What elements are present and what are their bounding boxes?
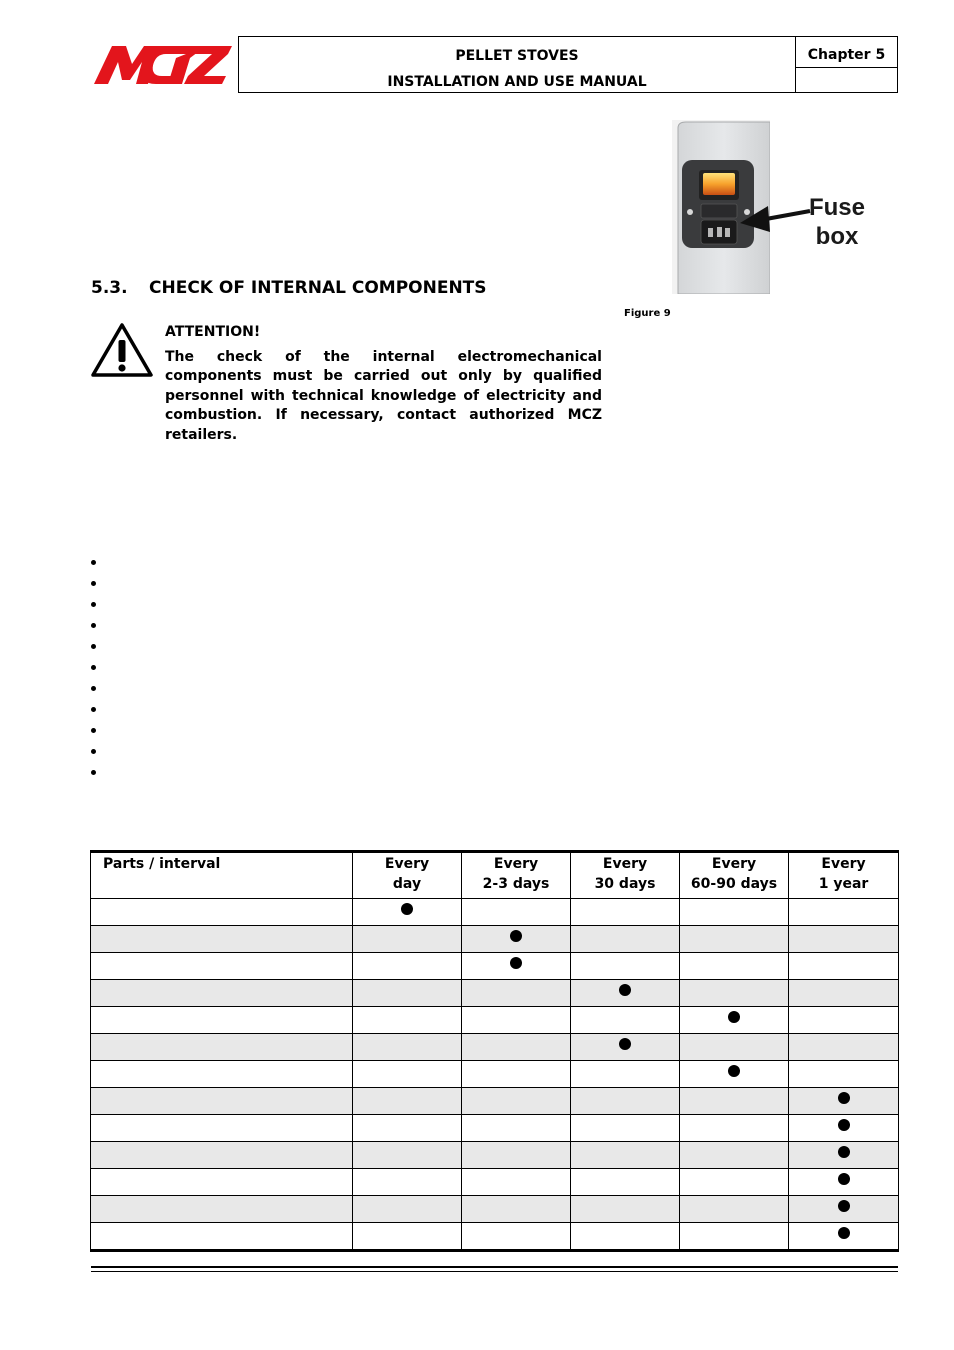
attention-title: ATTENTION! <box>165 324 261 340</box>
header-every-1-year: Every 1 year <box>789 852 899 899</box>
check-mark-dot <box>838 1227 850 1239</box>
interval-cell <box>571 1196 680 1223</box>
header-every-30-days: Every 30 days <box>571 852 680 899</box>
part-name-cell <box>91 1223 353 1251</box>
check-mark-dot <box>510 957 522 969</box>
interval-cell <box>789 1115 899 1142</box>
check-mark-dot <box>838 1146 850 1158</box>
part-name-cell <box>91 899 353 926</box>
part-name-cell <box>91 926 353 953</box>
check-mark-dot <box>838 1092 850 1104</box>
interval-cell <box>680 1034 789 1061</box>
interval-cell <box>680 1088 789 1115</box>
chapter-cell <box>796 37 897 68</box>
bullet-icon <box>91 623 96 628</box>
interval-cell <box>571 1115 680 1142</box>
header-every-2-3-days: Every 2-3 days <box>462 852 571 899</box>
part-name-cell <box>91 1169 353 1196</box>
interval-cell <box>353 926 462 953</box>
table-row <box>91 953 899 980</box>
interval-cell <box>462 899 571 926</box>
interval-cell <box>571 899 680 926</box>
warning-icon <box>90 322 154 378</box>
interval-cell <box>680 1007 789 1034</box>
footer-rule <box>91 1266 898 1268</box>
list-item <box>90 552 96 573</box>
table-row <box>91 926 899 953</box>
part-name-cell <box>91 1115 353 1142</box>
list-item <box>90 763 96 784</box>
list-item <box>90 679 96 700</box>
interval-cell <box>353 980 462 1007</box>
interval-cell <box>680 1061 789 1088</box>
interval-cell <box>571 980 680 1007</box>
part-name-cell <box>91 953 353 980</box>
check-mark-dot <box>619 984 631 996</box>
interval-cell <box>571 953 680 980</box>
table-row <box>91 1088 899 1115</box>
page-header <box>238 36 898 93</box>
list-item <box>90 636 96 657</box>
table-row <box>91 1196 899 1223</box>
interval-cell <box>680 980 789 1007</box>
interval-cell <box>680 1223 789 1251</box>
interval-cell <box>462 1115 571 1142</box>
interval-cell <box>789 1142 899 1169</box>
interval-cell <box>680 1169 789 1196</box>
fuse-box-label <box>800 193 874 251</box>
part-name-cell <box>91 1007 353 1034</box>
interval-cell <box>680 1196 789 1223</box>
chapter-label: Chapter 5 <box>807 47 886 63</box>
interval-cell <box>462 1061 571 1088</box>
interval-cell <box>789 926 899 953</box>
header-every-60-90-days: Every 60-90 days <box>680 852 789 899</box>
interval-cell <box>462 1196 571 1223</box>
check-mark-dot <box>401 903 413 915</box>
bullet-icon <box>91 644 96 649</box>
section-heading <box>91 278 487 298</box>
interval-cell <box>789 1169 899 1196</box>
part-name-cell <box>91 1034 353 1061</box>
attention-text: The check of the internal electromechanical components must be carried out only by qualified personnel with technical knowledge of electricity and combustion. If necessary, contact authorized MCZ retailers. <box>165 349 602 443</box>
list-item <box>90 615 96 636</box>
interval-cell <box>789 1007 899 1034</box>
interval-cell <box>571 1223 680 1251</box>
bullet-icon <box>91 749 96 754</box>
interval-cell <box>789 1223 899 1251</box>
list-item <box>90 721 96 742</box>
section-number: 5.3. <box>91 278 128 298</box>
interval-cell <box>680 899 789 926</box>
bullet-icon <box>91 560 96 565</box>
list-item <box>90 742 96 763</box>
bullet-icon <box>91 665 96 670</box>
component-bullet-list <box>90 552 96 784</box>
interval-cell <box>789 1034 899 1061</box>
interval-cell <box>353 1061 462 1088</box>
interval-cell <box>353 1115 462 1142</box>
bullet-icon <box>91 581 96 586</box>
interval-cell <box>680 1115 789 1142</box>
mcz-logo <box>92 44 234 86</box>
list-item <box>90 594 96 615</box>
bullet-icon <box>91 770 96 775</box>
interval-cell <box>571 1142 680 1169</box>
interval-cell <box>462 1223 571 1251</box>
table-row <box>91 1142 899 1169</box>
figure-caption: Figure 9 <box>624 308 671 319</box>
interval-cell <box>353 1196 462 1223</box>
table-row <box>91 1034 899 1061</box>
interval-cell <box>680 1142 789 1169</box>
interval-cell <box>462 926 571 953</box>
interval-cell <box>353 1088 462 1115</box>
interval-cell <box>462 980 571 1007</box>
interval-cell <box>789 980 899 1007</box>
section-title: CHECK OF INTERNAL COMPONENTS <box>149 278 487 298</box>
interval-cell <box>789 1196 899 1223</box>
bullet-icon <box>91 686 96 691</box>
table-row <box>91 980 899 1007</box>
table-row <box>91 899 899 926</box>
table-row <box>91 1169 899 1196</box>
interval-cell <box>680 953 789 980</box>
interval-cell <box>353 1223 462 1251</box>
header-every-day: Every day <box>353 852 462 899</box>
fuse-box-label-line2: box <box>815 223 859 250</box>
interval-cell <box>789 1061 899 1088</box>
bullet-icon <box>91 728 96 733</box>
interval-cell <box>462 953 571 980</box>
table-row <box>91 1223 899 1251</box>
check-mark-dot <box>510 930 522 942</box>
part-name-cell <box>91 980 353 1007</box>
interval-cell <box>462 1034 571 1061</box>
check-mark-dot <box>838 1119 850 1131</box>
interval-cell <box>353 953 462 980</box>
interval-cell <box>571 1169 680 1196</box>
list-item <box>90 573 96 594</box>
part-name-cell <box>91 1142 353 1169</box>
interval-cell <box>353 1034 462 1061</box>
table-header-row <box>91 852 899 899</box>
part-name-cell <box>91 1196 353 1223</box>
interval-cell <box>571 1088 680 1115</box>
list-item <box>90 657 96 678</box>
part-name-cell <box>91 1061 353 1088</box>
interval-cell <box>571 1061 680 1088</box>
table-row <box>91 1007 899 1034</box>
interval-cell <box>789 953 899 980</box>
interval-cell <box>789 1088 899 1115</box>
interval-cell <box>462 1142 571 1169</box>
table-body <box>91 899 899 1251</box>
interval-cell <box>353 899 462 926</box>
check-mark-dot <box>838 1200 850 1212</box>
header-parts-interval: Parts / interval <box>91 852 353 899</box>
interval-cell <box>353 1169 462 1196</box>
list-item <box>90 700 96 721</box>
interval-cell <box>680 926 789 953</box>
header-title-line1: PELLET STOVES <box>455 48 579 64</box>
footer-rule-thin <box>91 1271 898 1272</box>
table-row <box>91 1061 899 1088</box>
check-mark-dot <box>838 1173 850 1185</box>
check-mark-dot <box>728 1065 740 1077</box>
interval-cell <box>353 1007 462 1034</box>
maintenance-table <box>90 850 899 1252</box>
interval-cell <box>462 1088 571 1115</box>
check-mark-dot <box>728 1011 740 1023</box>
interval-cell <box>571 1007 680 1034</box>
fuse-box-label-line1: Fuse <box>808 194 865 221</box>
bullet-icon <box>91 707 96 712</box>
interval-cell <box>571 1034 680 1061</box>
interval-cell <box>462 1169 571 1196</box>
check-mark-dot <box>619 1038 631 1050</box>
header-title-line2: INSTALLATION AND USE MANUAL <box>387 74 647 90</box>
interval-cell <box>462 1007 571 1034</box>
bullet-icon <box>91 602 96 607</box>
table-row <box>91 1115 899 1142</box>
part-name-cell <box>91 1088 353 1115</box>
interval-cell <box>353 1142 462 1169</box>
interval-cell <box>789 899 899 926</box>
interval-cell <box>571 926 680 953</box>
